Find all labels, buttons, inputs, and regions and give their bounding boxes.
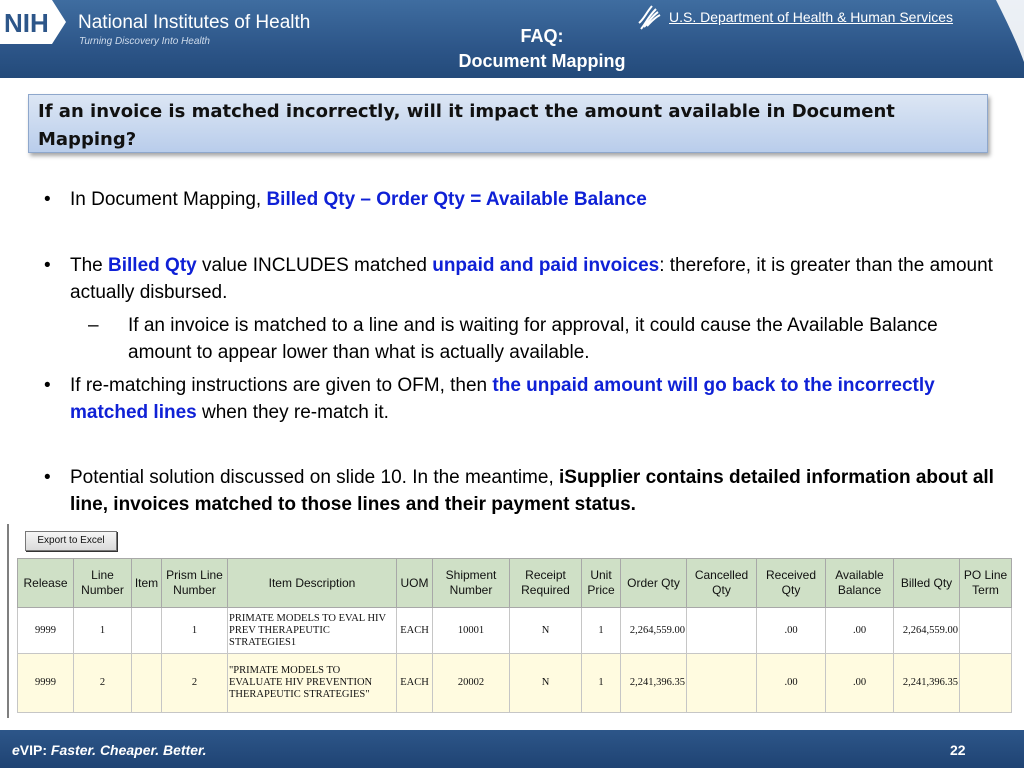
cell-po-line-term: [960, 608, 1012, 654]
slide-title: [392, 24, 692, 74]
org-tagline: Turning Discovery Into Health: [79, 36, 210, 47]
cell-item-description: "PRIMATE MODELS TO EVALUATE HIV PREVENTION THERAPEUTIC STRATEGIES": [228, 654, 397, 713]
po-lines-table: [17, 558, 1012, 713]
cell-received-qty: .00: [757, 608, 826, 654]
cell-item-description: PRIMATE MODELS TO EVAL HIV PREV THERAPEUTIC STRATEGIES1: [228, 608, 397, 654]
sub-bullet-text: If an invoice is matched to a line and is waiting for approval, it could cause the Available Balance amount to appear lower than what is actually available.: [128, 315, 938, 363]
cell-available-balance: .00: [826, 608, 894, 654]
cell-order-qty: 2,264,559.00: [621, 608, 687, 654]
bullet-text: : therefore, it is greater than the amount actually disbursed.: [70, 255, 993, 303]
screenshot-border: [7, 524, 9, 718]
cell-uom: EACH: [397, 608, 433, 654]
bullet-billed-qty: [40, 252, 1000, 306]
bullet-text: value INCLUDES matched: [196, 255, 433, 276]
footer-tagline: Faster. Cheaper. Better.: [50, 742, 207, 758]
col-header: Prism Line Number: [162, 559, 228, 608]
invoices-highlight: unpaid and paid invoices: [432, 255, 660, 276]
bullet-solution: [40, 464, 1000, 518]
cell-prism-line: 1: [162, 608, 228, 654]
col-header: Item: [132, 559, 162, 608]
slide-footer: [0, 730, 1024, 768]
isupplier-bold-text: iSupplier contains detailed information about all line, invoices matched to those lines and their payment status.: [70, 467, 994, 515]
cell-billed-qty: 2,241,396.35: [894, 654, 960, 713]
cell-order-qty: 2,241,396.35: [621, 654, 687, 713]
cell-cancelled-qty: [687, 608, 757, 654]
export-to-excel-button[interactable]: Export to Excel: [25, 531, 117, 551]
cell-uom: EACH: [397, 654, 433, 713]
cell-line-number: 2: [74, 654, 132, 713]
header-swoosh-graphic: [996, 0, 1024, 62]
nih-logo: [0, 0, 66, 44]
cell-item: [132, 608, 162, 654]
sub-bullet-approval: [88, 312, 948, 366]
col-header: Received Qty: [757, 559, 826, 608]
col-header: Unit Price: [582, 559, 621, 608]
cell-release: 9999: [18, 608, 74, 654]
slide-number: 22: [950, 742, 966, 758]
bullet-text: The: [70, 255, 109, 276]
cell-line-number: 1: [74, 608, 132, 654]
formula-highlight: Billed Qty – Order Qty = Available Balance: [266, 189, 647, 210]
footer-vip: VIP:: [19, 742, 51, 758]
bullet-text: If re-matching instructions are given to OFM, then: [70, 375, 493, 396]
cell-shipment-number: 10001: [433, 608, 510, 654]
col-header: Release: [18, 559, 74, 608]
cell-po-line-term: [960, 654, 1012, 713]
sub-bullet-dash: –: [88, 315, 99, 336]
bullet-text: Potential solution discussed on slide 10. In the meantime,: [70, 467, 560, 488]
bullet-dot: •: [44, 375, 51, 396]
bullet-dot: •: [44, 189, 51, 210]
col-header: Line Number: [74, 559, 132, 608]
col-header: Available Balance: [826, 559, 894, 608]
cell-receipt-required: N: [510, 654, 582, 713]
bullet-text: when they re-match it.: [196, 402, 389, 423]
question-box: If an invoice is matched incorrectly, will it impact the amount available in Document Mapping?: [28, 94, 988, 153]
cell-shipment-number: 20002: [433, 654, 510, 713]
unpaid-amount-highlight: the unpaid amount will go back to the incorrectly matched lines: [70, 375, 935, 423]
table-row: [18, 654, 1012, 713]
hhs-link[interactable]: U.S. Department of Health & Human Services: [669, 9, 954, 25]
col-header: Shipment Number: [433, 559, 510, 608]
slide-title-line1: FAQ:: [520, 26, 564, 46]
cell-billed-qty: 2,264,559.00: [894, 608, 960, 654]
col-header: Order Qty: [621, 559, 687, 608]
bullet-dot: •: [44, 255, 51, 276]
col-header: PO Line Term: [960, 559, 1012, 608]
cell-available-balance: .00: [826, 654, 894, 713]
bullet-rematching: [40, 372, 1000, 426]
table-header-row: [18, 559, 1012, 608]
slide-header: [0, 0, 1024, 78]
bullet-formula: [40, 186, 1000, 213]
slide-title-line2: Document Mapping: [458, 51, 626, 71]
cell-receipt-required: N: [510, 608, 582, 654]
cell-unit-price: 1: [582, 654, 621, 713]
col-header: Cancelled Qty: [687, 559, 757, 608]
col-header: UOM: [397, 559, 433, 608]
cell-release: 9999: [18, 654, 74, 713]
footer-e: e: [12, 742, 20, 758]
cell-received-qty: .00: [757, 654, 826, 713]
cell-prism-line: 2: [162, 654, 228, 713]
col-header: Item Description: [228, 559, 397, 608]
billed-qty-highlight: Billed Qty: [108, 255, 197, 276]
table-row: [18, 608, 1012, 654]
org-name: National Institutes of Health: [78, 12, 311, 33]
col-header: Receipt Required: [510, 559, 582, 608]
nih-logo-text: NIH: [4, 8, 49, 38]
bullet-text: In Document Mapping,: [70, 189, 267, 210]
bullet-dot: •: [44, 467, 51, 488]
col-header: Billed Qty: [894, 559, 960, 608]
cell-unit-price: 1: [582, 608, 621, 654]
footer-brand: [12, 742, 207, 758]
cell-item: [132, 654, 162, 713]
cell-cancelled-qty: [687, 654, 757, 713]
